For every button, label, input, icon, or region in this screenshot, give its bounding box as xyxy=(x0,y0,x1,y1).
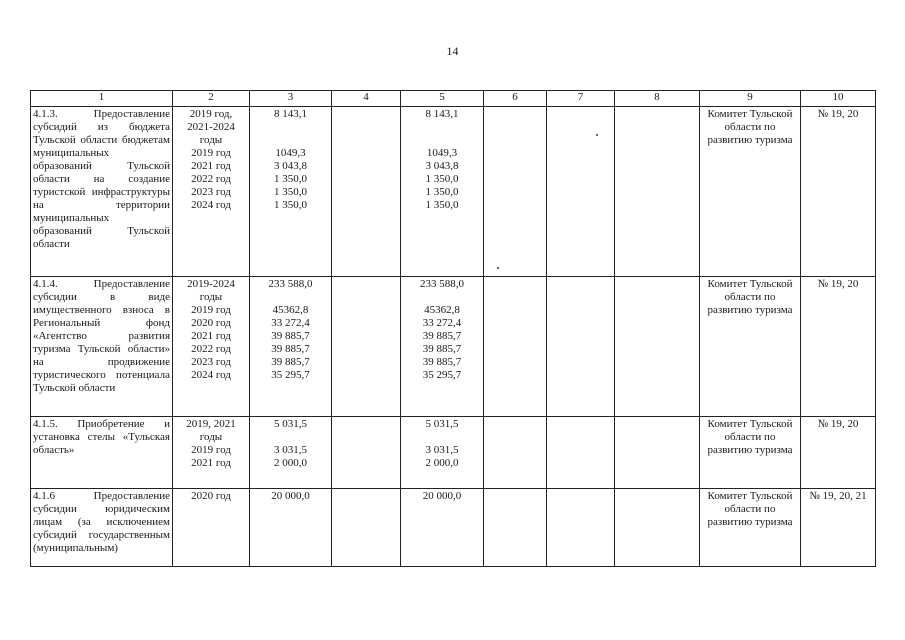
amount-line: 5 031,5 xyxy=(274,418,307,430)
empty-cell xyxy=(615,277,700,417)
year-line: 2019 год xyxy=(191,304,231,316)
amount-regional-cell xyxy=(401,417,484,489)
amount-regional-cell xyxy=(401,277,484,417)
amount-line: 8 143,1 xyxy=(425,108,459,120)
amount-line: 8 143,1 xyxy=(274,108,307,120)
amount-line: 39 885,7 xyxy=(271,343,310,355)
amount-line: 1049,3 xyxy=(426,147,458,159)
empty-cell xyxy=(484,417,547,489)
year-line: 2021 год xyxy=(191,160,231,172)
year-line: 2021 год xyxy=(191,457,231,469)
empty-cell xyxy=(615,417,700,489)
header-row xyxy=(31,91,876,107)
amount-line: 1 350,0 xyxy=(274,199,307,211)
amount-line: 33 272,4 xyxy=(271,317,310,329)
empty-cell xyxy=(615,489,700,567)
measure-name-cell: 4.1.6 Предоставление субсидии юридическим лицам (за исключением субсидий государственным (муниципальным) xyxy=(31,489,173,567)
amount-line xyxy=(252,121,329,134)
amount-line: 39 885,7 xyxy=(422,343,462,355)
amount-line: 45362,8 xyxy=(272,304,309,316)
scan-speck xyxy=(497,267,499,269)
scan-speck xyxy=(596,134,598,136)
amount-line: 1 350,0 xyxy=(274,173,307,185)
amount-total-cell xyxy=(250,417,332,489)
empty-cell xyxy=(547,489,615,567)
empty-cell xyxy=(547,107,615,277)
years-cell xyxy=(173,277,250,417)
amount-line xyxy=(403,291,481,304)
measure-name-cell: 4.1.3. Предоставление субсидий из бюджета Тульской области бюджетам муниципальных образований Тульской области на создание туристской инфраструктуры на территории муниципальных образований Тульской области xyxy=(31,107,173,277)
header-cell: 3 xyxy=(250,91,332,107)
amount-total-cell xyxy=(250,489,332,567)
amount-line: 33 272,4 xyxy=(422,317,462,329)
executor-cell: Комитет Тульской области по развитию туризма xyxy=(700,489,801,567)
amount-line: 20 000,0 xyxy=(422,490,462,502)
indicator-refs-cell: № 19, 20, 21 xyxy=(801,489,876,567)
amount-line: 2 000,0 xyxy=(274,457,307,469)
amount-line: 3 031,5 xyxy=(425,444,459,456)
amount-line: 233 588,0 xyxy=(268,278,313,290)
amount-line: 39 885,7 xyxy=(422,356,462,368)
empty-cell xyxy=(332,277,401,417)
years-cell xyxy=(173,489,250,567)
amount-line: 39 885,7 xyxy=(271,330,310,342)
year-line: 2019 год, xyxy=(189,108,233,120)
year-line: годы xyxy=(199,291,223,303)
amount-total-cell xyxy=(250,277,332,417)
amount-line: 3 043,8 xyxy=(274,160,307,172)
empty-cell xyxy=(547,417,615,489)
amount-line xyxy=(252,134,329,147)
amount-line xyxy=(252,431,329,444)
years-cell xyxy=(173,107,250,277)
table-row xyxy=(31,489,876,567)
empty-cell xyxy=(484,277,547,417)
amount-total-cell xyxy=(250,107,332,277)
empty-cell xyxy=(547,277,615,417)
year-line: 2020 год xyxy=(191,317,231,329)
page-number: 14 xyxy=(446,44,459,58)
amount-line xyxy=(403,134,481,147)
table-row xyxy=(31,107,876,277)
measure-name-cell: 4.1.5. Приобретение и установка стелы «Тульская область» xyxy=(31,417,173,489)
header-cell: 4 xyxy=(332,91,401,107)
amount-line: 5 031,5 xyxy=(425,418,459,430)
executor-cell: Комитет Тульской области по развитию туризма xyxy=(700,417,801,489)
amount-regional-cell xyxy=(401,489,484,567)
year-line: годы xyxy=(199,431,223,443)
amount-line: 1 350,0 xyxy=(274,186,307,198)
year-line: 2021 год xyxy=(191,330,231,342)
year-line: 2020 год xyxy=(191,490,231,502)
year-line: 2024 год xyxy=(191,199,231,211)
year-line: годы xyxy=(199,134,223,146)
year-line: 2019 год xyxy=(191,444,231,456)
header-cell: 10 xyxy=(801,91,876,107)
empty-cell xyxy=(484,489,547,567)
header-cell: 6 xyxy=(484,91,547,107)
year-line: 2023 год xyxy=(191,186,231,198)
year-line: 2019-2024 xyxy=(187,278,235,290)
year-line: 2019, 2021 xyxy=(186,418,236,430)
amount-line: 1049,3 xyxy=(275,147,306,159)
amount-line: 1 350,0 xyxy=(425,186,459,198)
header-cell: 1 xyxy=(31,91,173,107)
amount-line: 35 295,7 xyxy=(271,369,310,381)
year-line: 2024 год xyxy=(191,369,231,381)
years-cell xyxy=(173,417,250,489)
amount-line xyxy=(252,291,329,304)
amount-line xyxy=(403,431,481,444)
empty-cell xyxy=(332,417,401,489)
header-cell: 5 xyxy=(401,91,484,107)
header-cell: 2 xyxy=(173,91,250,107)
executor-cell: Комитет Тульской области по развитию туризма xyxy=(700,277,801,417)
amount-line: 35 295,7 xyxy=(422,369,462,381)
amount-line: 2 000,0 xyxy=(425,457,459,469)
header-cell: 7 xyxy=(547,91,615,107)
amount-regional-cell xyxy=(401,107,484,277)
indicator-refs-cell: № 19, 20 xyxy=(801,107,876,277)
amount-line: 3 031,5 xyxy=(274,444,307,456)
year-line: 2023 год xyxy=(191,356,231,368)
empty-cell xyxy=(484,107,547,277)
amount-line: 233 588,0 xyxy=(420,278,464,290)
table-row xyxy=(31,417,876,489)
empty-cell xyxy=(332,489,401,567)
amount-line: 1 350,0 xyxy=(425,173,459,185)
amount-line: 45362,8 xyxy=(424,304,460,316)
indicator-refs-cell: № 19, 20 xyxy=(801,417,876,489)
header-cell: 9 xyxy=(700,91,801,107)
header-cell: 8 xyxy=(615,91,700,107)
year-line: 2019 год xyxy=(191,147,231,159)
year-line: 2021-2024 xyxy=(187,121,235,133)
year-line: 2022 год xyxy=(191,343,231,355)
program-table xyxy=(30,90,876,567)
amount-line: 3 043,8 xyxy=(425,160,459,172)
empty-cell xyxy=(615,107,700,277)
amount-line xyxy=(403,121,481,134)
measure-name-cell: 4.1.4. Предоставление субсидии в виде имущественного взноса в Региональный фонд «Агентство развития туризма Тульской области» на продвижение туристического потенциала Тульской области xyxy=(31,277,173,417)
year-line: 2022 год xyxy=(191,173,231,185)
amount-line: 39 885,7 xyxy=(271,356,310,368)
indicator-refs-cell: № 19, 20 xyxy=(801,277,876,417)
amount-line: 20 000,0 xyxy=(271,490,310,502)
amount-line: 39 885,7 xyxy=(422,330,462,342)
amount-line: 1 350,0 xyxy=(425,199,459,211)
executor-cell: Комитет Тульской области по развитию туризма xyxy=(700,107,801,277)
empty-cell xyxy=(332,107,401,277)
table-row xyxy=(31,277,876,417)
